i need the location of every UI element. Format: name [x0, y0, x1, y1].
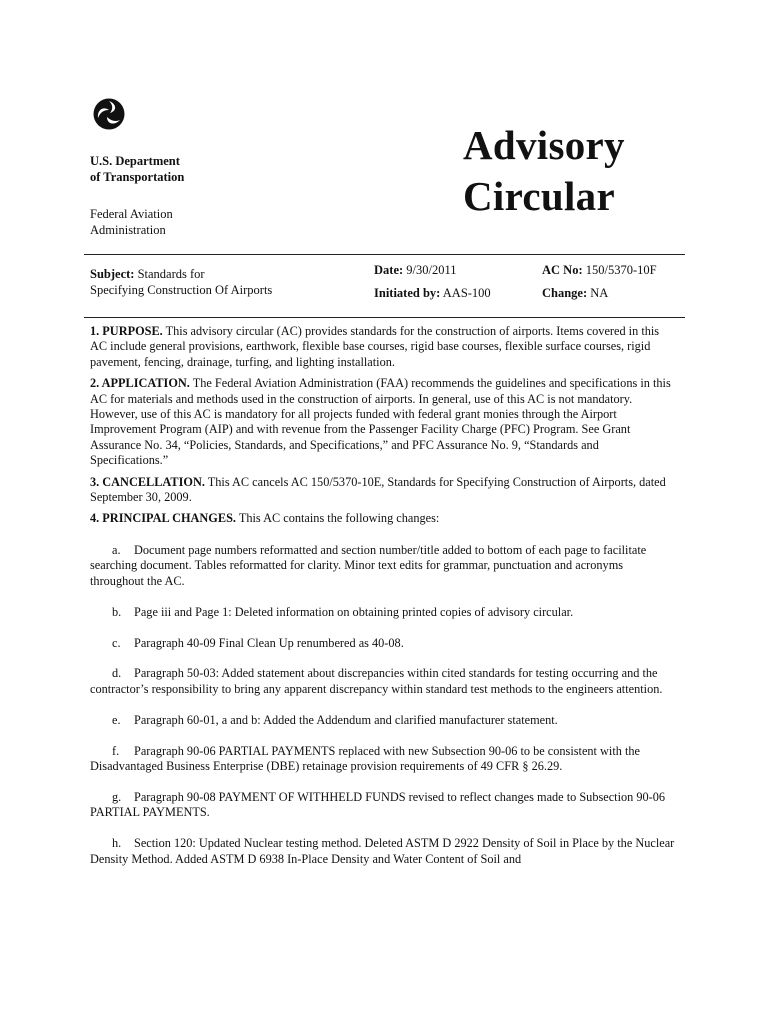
- department-line-2: of Transportation: [90, 170, 185, 184]
- ac-number-label: AC No:: [542, 263, 583, 277]
- change-value: NA: [590, 286, 609, 300]
- subject-value-line-2: Specifying Construction Of Airports: [90, 283, 273, 297]
- date-field: [374, 262, 457, 278]
- section-principal-changes: [90, 511, 675, 526]
- change-item-letter: f.: [112, 743, 120, 758]
- change-item-text: Document page numbers reformatted and section number/title added to bottom of each page to facilitate searching document. Tables reformatted for clarity. Minor text edits for grammar, punctuation and acronyms throughout the AC.: [90, 542, 647, 588]
- change-item-text: Paragraph 50-03: Added statement about discrepancies within cited standards for testing occurring and the contractor’s responsibility to bring any apparent discrepancy within standard test methods to the engineers attention.: [90, 666, 663, 696]
- change-item-b: [90, 605, 675, 620]
- change-item-d: [90, 666, 675, 697]
- agency-name: [90, 206, 173, 238]
- section-cancellation: [90, 475, 675, 506]
- change-item-text: Paragraph 90-06 PARTIAL PAYMENTS replaced with new Subsection 90-06 to be consistent with the Disadvantaged Business Enterprise (DBE) retainage provision requirements of 49 CFR § 26.29.: [90, 743, 640, 774]
- agency-line-1: Federal Aviation: [90, 207, 173, 221]
- change-item-text: Paragraph 40-09 Final Clean Up renumbered as 40-08.: [134, 635, 404, 650]
- change-item-e: [90, 713, 675, 728]
- change-item-letter: c.: [112, 635, 121, 650]
- date-label: Date:: [374, 263, 404, 277]
- subject-value-line-1: Standards for: [137, 267, 205, 281]
- change-item-letter: h.: [112, 836, 122, 851]
- ac-number-field: [542, 262, 657, 278]
- change-item-text: Page iii and Page 1: Deleted information on obtaining printed copies of advisory circular.: [134, 604, 574, 619]
- change-item-letter: a.: [112, 542, 121, 557]
- change-item-text: Paragraph 90-08 PAYMENT OF WITHHELD FUNDS revised to reflect changes made to Subsection 90-06 PARTIAL PAYMENTS.: [90, 789, 666, 820]
- change-item-letter: d.: [112, 666, 122, 681]
- department-name: [90, 153, 184, 185]
- change-item-letter: e.: [112, 712, 121, 727]
- ac-number-value: 150/5370-10F: [585, 263, 657, 277]
- header-divider-top: [84, 254, 685, 255]
- cancellation-heading: 3. CANCELLATION.: [90, 474, 205, 489]
- change-item-letter: b.: [112, 604, 122, 619]
- initiated-by-value: AAS-100: [442, 286, 491, 300]
- document-body: [90, 324, 675, 883]
- header-divider-bottom: [84, 317, 685, 318]
- section-application: [90, 376, 675, 468]
- dot-triskelion-logo-icon: [93, 98, 125, 130]
- department-line-1: U.S. Department: [90, 154, 180, 168]
- application-text: The Federal Aviation Administration (FAA) recommends the guidelines and specifications in this AC for materials and methods used in the construction of airports. In general, use of this AC is not mandatory. However, use of this AC is mandatory for all projects funded with federal grant monies through the Airport Improvement Program (AIP) and with revenue from the Passenger Facility Charge (PFC) Program. See Grant Assurance No. 34, “Policies, Standards, and Specifications,” and PFC Assurance No. 9, “Standards and Specifications.”: [90, 376, 671, 468]
- change-item-text: Section 120: Updated Nuclear testing method. Deleted ASTM D 2922 Density of Soil in Place by the Nuclear Density Method. Added ASTM D 6938 In-Place Density and Water Content of Soil and: [90, 836, 675, 866]
- subject-label: Subject:: [90, 267, 135, 281]
- principal-changes-text: This AC contains the following changes:: [238, 511, 440, 526]
- initiated-by-field: [374, 285, 491, 301]
- change-field: [542, 285, 608, 301]
- change-item-a: [90, 543, 675, 589]
- document-title: [463, 120, 625, 222]
- purpose-heading: 1. PURPOSE.: [90, 324, 163, 338]
- change-item-letter: g.: [112, 789, 122, 804]
- application-heading: 2. APPLICATION.: [90, 376, 190, 391]
- title-line-1: Advisory: [463, 122, 625, 168]
- principal-changes-heading: 4. PRINCIPAL CHANGES.: [90, 511, 236, 526]
- change-label: Change:: [542, 286, 588, 300]
- date-value: 9/30/2011: [406, 263, 457, 277]
- cancellation-text: This AC cancels AC 150/5370-10E, Standards for Specifying Construction of Airports, dated September 30, 2009.: [90, 474, 666, 505]
- change-item-h: [90, 836, 675, 867]
- subject-field: [90, 266, 350, 298]
- change-item-f: [90, 744, 675, 775]
- initiated-by-label: Initiated by:: [374, 286, 441, 300]
- change-item-text: Paragraph 60-01, a and b: Added the Addendum and clarified manufacturer statement.: [134, 712, 558, 727]
- section-purpose: [90, 324, 675, 370]
- change-item-c: [90, 636, 675, 651]
- title-line-2: Circular: [463, 173, 615, 219]
- agency-line-2: Administration: [90, 223, 166, 237]
- change-item-g: [90, 790, 675, 821]
- purpose-text: This advisory circular (AC) provides standards for the construction of airports. Items covered in this AC include general provisions, earthwork, flexible base courses, rigid base courses, flexible surface courses, rigid pavement, fencing, drainage, turfing, and lighting installation.: [90, 324, 660, 369]
